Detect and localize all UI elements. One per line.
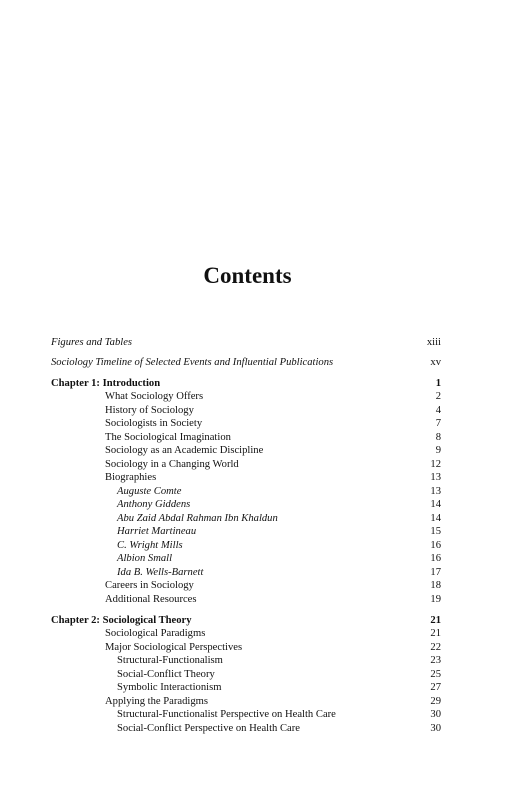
toc-subentry[interactable] — [51, 566, 441, 580]
toc-subentry[interactable] — [51, 627, 441, 641]
toc-page-number: xiii — [426, 337, 441, 348]
toc-entry-label: Sociology in a Changing World — [105, 459, 239, 470]
toc-entry-label: Figures and Tables — [51, 337, 133, 348]
toc-entry-label: Sociology as an Academic Discipline — [105, 445, 264, 456]
toc-page-number: 14 — [430, 513, 441, 524]
toc-subentry[interactable] — [51, 498, 441, 512]
toc-page-number: 4 — [435, 405, 441, 416]
toc-page-number: 7 — [435, 418, 441, 429]
toc-entry-label: Auguste Comte — [117, 486, 182, 497]
toc-page-number: 14 — [430, 499, 441, 510]
toc-page-number: 9 — [435, 445, 441, 456]
toc-entry-label: Applying the Paradigms — [105, 696, 208, 707]
toc-page-number: 29 — [430, 696, 441, 707]
toc-entry-label: Structural-Functionalist Perspective on Health Care — [117, 709, 336, 720]
toc-page-number: 30 — [430, 723, 441, 734]
toc-page-number: 23 — [430, 655, 441, 666]
toc-entry-label: Anthony Giddens — [117, 499, 191, 510]
toc-subentry[interactable] — [51, 431, 441, 445]
toc-subentry[interactable] — [51, 485, 441, 499]
toc-entry-label: Symbolic Interactionism — [117, 682, 222, 693]
toc-page-number: 12 — [430, 459, 441, 470]
toc-subentry[interactable] — [51, 404, 441, 418]
toc-subentry[interactable] — [51, 593, 441, 607]
toc-subentry[interactable] — [51, 579, 441, 593]
toc-subentry[interactable] — [51, 512, 441, 526]
toc-subentry[interactable] — [51, 539, 441, 553]
toc-page-number: 19 — [430, 594, 441, 605]
toc-page-number: 17 — [430, 567, 441, 578]
toc-entry[interactable] — [51, 356, 441, 370]
toc-entry-label: Abu Zaid Abdal Rahman Ibn Khaldun — [117, 513, 278, 524]
toc-entry-label: Sociology Timeline of Selected Events and Influential Publications — [51, 357, 334, 368]
toc-entry-label: Social-Conflict Perspective on Health Care — [117, 723, 300, 734]
toc-subentry[interactable] — [51, 525, 441, 539]
toc-subentry[interactable] — [51, 695, 441, 709]
toc-entry-label: C. Wright Mills — [117, 540, 183, 551]
toc-entry-label: Chapter 1: Introduction — [51, 378, 161, 389]
toc-entry-label: Major Sociological Perspectives — [105, 642, 243, 653]
page-title: Contents — [203, 263, 292, 288]
toc-page-number: 27 — [430, 682, 441, 693]
toc-entry-label: What Sociology Offers — [105, 391, 204, 402]
toc-entry-label: Harriet Martineau — [117, 526, 197, 537]
toc-subentry[interactable] — [51, 681, 441, 695]
toc-subentry[interactable] — [51, 458, 441, 472]
toc-entry-label: The Sociological Imagination — [105, 432, 231, 443]
toc-subentry[interactable] — [51, 722, 441, 736]
toc-entry[interactable] — [51, 377, 441, 391]
toc-subentry[interactable] — [51, 668, 441, 682]
toc-page-number: 8 — [435, 432, 441, 443]
toc-entry-label: Structural-Functionalism — [117, 655, 223, 666]
toc-entry-label: History of Sociology — [105, 405, 194, 416]
toc-subentry[interactable] — [51, 390, 441, 404]
toc-page-number: 25 — [430, 669, 441, 680]
toc-page-number: 21 — [430, 615, 441, 626]
toc-subentry[interactable] — [51, 444, 441, 458]
toc-page-number: 1 — [435, 378, 441, 389]
toc-subentry[interactable] — [51, 708, 441, 722]
toc-subentry[interactable] — [51, 552, 441, 566]
toc-entry-label: Biographies — [105, 472, 157, 483]
toc-entry-label: Sociologists in Society — [105, 418, 203, 429]
toc-page-number: xv — [430, 357, 441, 368]
toc-entry-label: Chapter 2: Sociological Theory — [51, 615, 192, 626]
toc-entry[interactable] — [51, 614, 441, 628]
toc-page-number: 13 — [430, 486, 441, 497]
toc-subentry[interactable] — [51, 654, 441, 668]
toc-entry-label: Ida B. Wells-Barnett — [117, 567, 204, 578]
toc-entry-label: Albion Small — [117, 553, 173, 564]
toc-entry[interactable] — [51, 336, 441, 350]
toc-subentry[interactable] — [51, 641, 441, 655]
toc-entry-label: Sociological Paradigms — [105, 628, 206, 639]
toc-entry-label: Social-Conflict Theory — [117, 669, 215, 680]
toc-page-number: 16 — [430, 553, 441, 564]
toc-page-number: 16 — [430, 540, 441, 551]
toc-page-number: 13 — [430, 472, 441, 483]
toc-subentry[interactable] — [51, 471, 441, 485]
toc-page-number: 15 — [430, 526, 441, 537]
toc-entry-label: Careers in Sociology — [105, 580, 194, 591]
toc-page-number: 21 — [430, 628, 441, 639]
toc-page-number: 18 — [430, 580, 441, 591]
toc-subentry[interactable] — [51, 417, 441, 431]
toc-page-number: 30 — [430, 709, 441, 720]
toc-entry-label: Additional Resources — [105, 594, 197, 605]
toc-page-number: 22 — [430, 642, 441, 653]
toc-page-number: 2 — [435, 391, 441, 402]
